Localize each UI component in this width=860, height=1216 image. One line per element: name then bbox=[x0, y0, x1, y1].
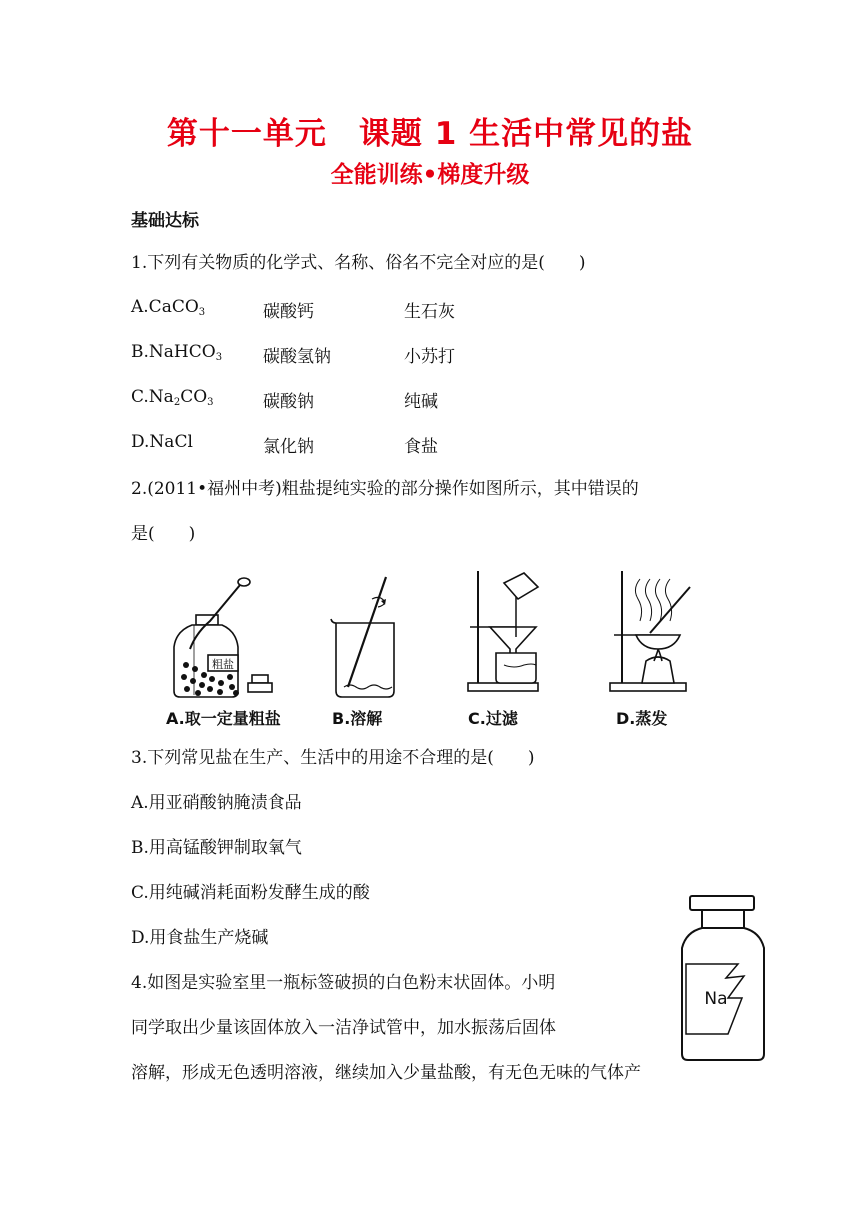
evaporation-illustration bbox=[610, 571, 690, 691]
q3-option-a: A.用亚硝酸钠腌渍食品 bbox=[131, 793, 302, 813]
beaker-stirring-illustration bbox=[331, 577, 394, 697]
q4-line2: 同学取出少量该固体放入一洁净试管中，加水振荡后固体 bbox=[131, 1018, 556, 1038]
jar-label: 粗盐 bbox=[212, 658, 234, 671]
q1-option-b: B.NaHCO$_3$ 碳酸氢钠 小苏打 bbox=[131, 342, 455, 367]
figure-caption-d: D.蒸发 bbox=[616, 709, 668, 728]
page-subtitle: 全能训练•梯度升级 bbox=[330, 162, 530, 188]
bottle-label: Na bbox=[704, 989, 728, 1009]
q3-option-d: D.用食盐生产烧碱 bbox=[131, 928, 269, 948]
q1-option-d: D.NaCl 氯化钠 食盐 bbox=[131, 432, 438, 457]
q3-option-c: C.用纯碱消耗面粉发酵生成的酸 bbox=[131, 883, 370, 903]
q2-stem-line1: 2.(2011•福州中考)粗盐提纯实验的部分操作如图所示，其中错误的 bbox=[131, 479, 639, 499]
section-heading: 基础达标 bbox=[131, 211, 199, 231]
figure-caption-a: A.取一定量粗盐 bbox=[166, 709, 281, 728]
filtration-illustration bbox=[468, 571, 538, 691]
figure-caption-c: C.过滤 bbox=[468, 709, 518, 728]
salt-jar-illustration bbox=[174, 578, 272, 697]
q3-stem: 3.下列常见盐在生产、生活中的用途不合理的是( ) bbox=[131, 748, 535, 768]
q2-stem-line2: 是( ) bbox=[131, 524, 196, 544]
q4-line1: 4.如图是实验室里一瓶标签破损的白色粉末状固体。小明 bbox=[131, 973, 556, 993]
page-title: 第十一单元 课题 1 生活中常见的盐 bbox=[166, 116, 694, 152]
reagent-bottle-illustration bbox=[676, 892, 770, 1064]
q1-option-a: A.CaCO$_3$ 碳酸钙 生石灰 bbox=[131, 297, 455, 322]
q4-line3: 溶解，形成无色透明溶液，继续加入少量盐酸，有无色无味的气体产 bbox=[131, 1063, 641, 1083]
q1-stem: 1.下列有关物质的化学式、名称、俗名不完全对应的是( ) bbox=[131, 253, 586, 273]
q3-option-b: B.用高锰酸钾制取氧气 bbox=[131, 838, 302, 858]
figure-caption-b: B.溶解 bbox=[332, 709, 383, 728]
q1-option-c: $C.Na_2CO_3$ 碳酸钠 纯碱 bbox=[131, 387, 438, 412]
